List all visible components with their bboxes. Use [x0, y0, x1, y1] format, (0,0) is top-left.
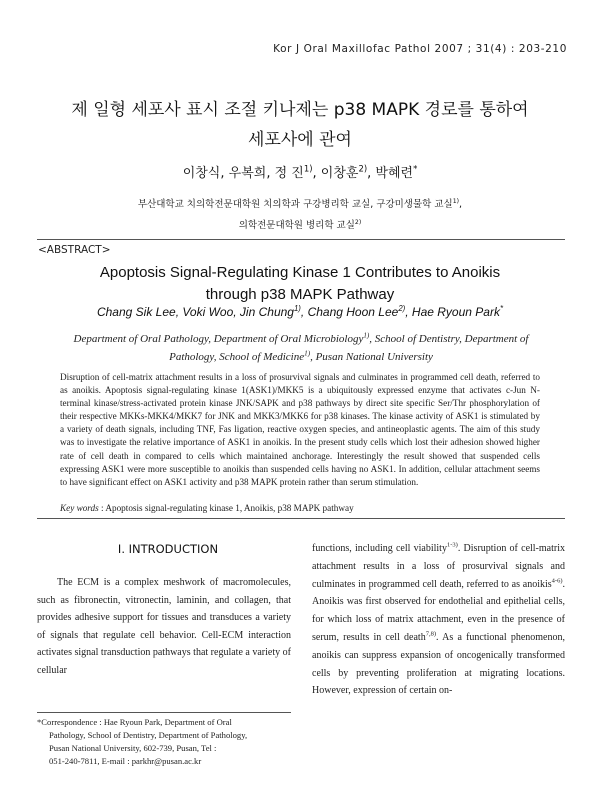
affiliation-text: , Pusan National University — [310, 351, 433, 363]
author-affiliation-mark: 1) — [293, 304, 301, 313]
affiliation-text: Department of Oral Pathology, Department of Oral Microbiology — [73, 333, 364, 345]
korean-author-name: 정 진 — [274, 166, 304, 181]
footnote-line: Pathology, School of Dentistry, Department of Pathology, — [49, 730, 248, 740]
corresponding-author-mark: * — [413, 163, 418, 174]
english-title-line-1: Apoptosis Signal-Regulating Kinase 1 Contributes to Anoikis — [99, 264, 501, 281]
author-affiliation-mark: 2) — [398, 304, 406, 313]
introduction-right-column — [312, 540, 565, 700]
introduction-paragraph: The ECM is a complex meshwork of macromolecules, such as fibronectin, vitronectin, laminin, and collagen, that provides adhesive support for tissues and transduces a variety of signals that regulate cell behavior. Cell-ECM interaction activates signal transduction pathways that regulate a variety of cellular — [37, 577, 291, 676]
english-authors — [0, 305, 600, 319]
english-author-names: , Hae Ryoun Park — [405, 305, 500, 319]
affiliation-punctuation: , — [459, 199, 463, 210]
english-title-line-2: through p38 MAPK Pathway — [205, 286, 395, 303]
body-text: . Anoikis was first observed for endothelial and epithelial cells, for which loss of matrix attachment, even in the presence of serum, results in cell death — [312, 578, 565, 643]
abstract-label: <ABSTRACT> — [38, 244, 111, 256]
korean-title-line-1: 제 일형 세포사 표시 조절 키나제는 p38 MAPK 경로를 통하여 — [71, 100, 529, 120]
introduction-paragraph-continued — [312, 540, 565, 700]
korean-title-line-2: 세포사에 관여 — [248, 130, 352, 150]
korean-author-name: 우복희, — [228, 166, 271, 181]
section-divider — [37, 239, 565, 240]
affiliation-mark: 1) — [304, 349, 311, 358]
affiliation-text: , School of Dentistry, Department of Pathology, School of Medicine — [169, 333, 529, 363]
body-text: functions, including cell viability — [312, 543, 447, 554]
footnote-line: Pusan National University, 602-739, Pusan, Tel : — [49, 743, 217, 753]
korean-authors — [0, 162, 600, 181]
korean-affiliations — [0, 194, 600, 236]
affiliation-mark: 2) — [354, 218, 362, 226]
korean-title — [0, 95, 600, 155]
section-divider — [37, 518, 565, 519]
english-author-names: , Chang Hoon Lee — [300, 305, 399, 319]
english-title — [0, 262, 600, 306]
body-text: . Disruption of cell-matrix attachment results in a loss of prosurvival signals and culminates in programmed cell death, referred to as anoikis — [312, 543, 565, 590]
correspondence-footnote — [37, 716, 291, 768]
korean-author-name: , 이창훈 — [312, 166, 359, 181]
footnote-divider — [37, 712, 291, 713]
citation-mark: 1-3) — [446, 541, 458, 549]
introduction-heading: I. INTRODUCTION — [117, 542, 219, 556]
footnote-line: 051-240-7811, E-mail : parkhr@pusan.ac.kr — [49, 756, 202, 766]
keywords-text: : Apoptosis signal-regulating kinase 1, Anoikis, p38 MAPK pathway — [98, 503, 354, 513]
korean-affiliation-line-2: 의학전문대학원 병리학 교실 — [238, 220, 355, 231]
korean-author-name: 이창식, — [182, 166, 225, 181]
korean-affiliation-line-1: 부산대학교 치의학전문대학원 치의학과 구강병리학 교실, 구강미생물학 교실 — [137, 199, 453, 210]
journal-reference: Kor J Oral Maxillofac Pathol 2007 ; 31(4) : 203-210 — [273, 43, 567, 55]
introduction-left-column — [37, 574, 291, 679]
citation-mark: 7,8) — [425, 630, 436, 638]
keywords — [60, 503, 540, 513]
footnote-line: *Correspondence : Hae Ryoun Park, Department of Oral — [37, 717, 232, 727]
english-affiliations — [52, 330, 550, 366]
affiliation-mark: 1) — [452, 197, 460, 205]
english-author-names: Chang Sik Lee, Voki Woo, Jin Chung — [96, 305, 294, 319]
keywords-label: Key words — [60, 503, 99, 513]
affiliation-mark: 1) — [363, 331, 370, 340]
abstract-body: Disruption of cell-matrix attachment results in a loss of prosurvival signals and culminates in programmed cell death, referred to as anoikis. Apoptosis signal-regulating kinase 1(ASK1)/MKK5 is a ubiquitously expressed enzyme that activates c-Jun N-terminal kinase/stress-activated protein kinase JNK/SAPK and p38 pathways by direct site specific Ser/Thr phosphorylation of their respective MKKs-MKK4/MKK7 for JNK and MKK3/MKK6 for p38 kinases. The kinase activity of ASK1 is stimulated by a variety of death signals, including TNF, Fas ligation, reactive oxygen species, and antineoplastic agents. The aim of this study was to investigate the relative importance of ASK1 in anoikis. In the present study cells which lost their adhesion showed higher rate of cell death in compared to cells which maintained anchorage. Interestingly the result showed that suspended cells expressing ASK1 were more susceptible to anoikis than suspended cells having no ASK1. In addition, cellular attachment seems to have significant effect on ASK1 activity and p38 MAPK protein rather than serum stimulation. — [60, 372, 540, 487]
korean-author-name: , 박혜련 — [367, 166, 414, 181]
body-text: . As a functional phenomenon, anoikis can suppress expansion of oncogenically transformed cells by preventing proliferation at migrating locations. However, expression of certain on- — [312, 631, 565, 697]
author-affiliation-mark: 2) — [358, 163, 368, 174]
corresponding-author-mark: * — [499, 304, 504, 313]
citation-mark: 4-6) — [551, 577, 563, 585]
author-affiliation-mark: 1) — [303, 163, 313, 174]
